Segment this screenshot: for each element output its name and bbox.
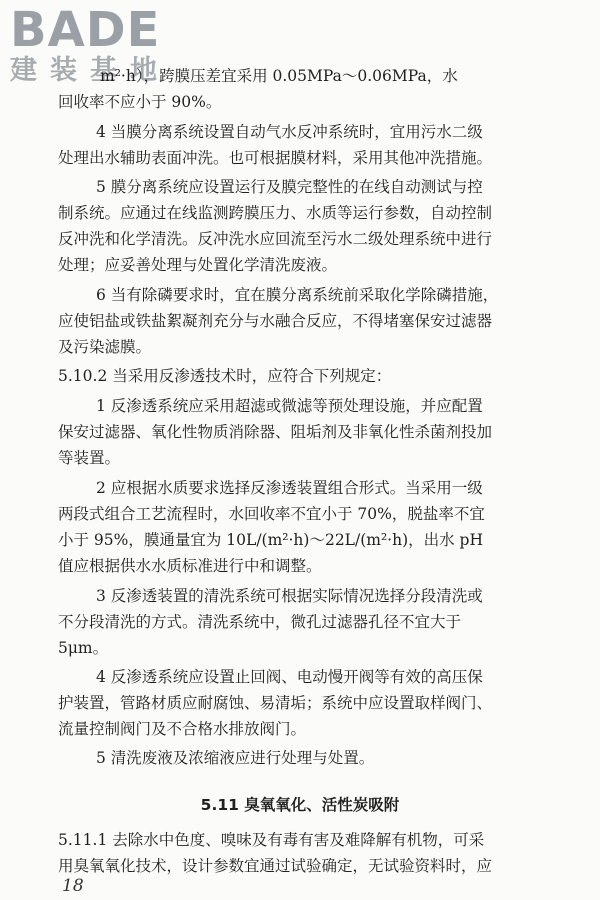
text-line: 2 应根据水质要求选择反渗透装置组合形式。当采用一级 — [96, 479, 483, 497]
text-line: 应使铝盐或铁盐絮凝剂充分与水融合反应，不得堵塞保安过滤器 — [58, 312, 493, 330]
text-line: 反冲洗和化学清洗。反冲洗水应回流至污水二级处理系统中进行 — [58, 230, 493, 248]
text-line: 护装置，管路材质应耐腐蚀、易清垢；系统中应设置取样阀门、 — [58, 694, 493, 712]
text-line: 不分段清洗的方式。清洗系统中，微孔过滤器孔径不宜大于 — [58, 613, 462, 631]
page-number: 18 — [62, 876, 84, 896]
clause-heading: 5.10.2 当采用反渗透技术时，应符合下列规定： — [58, 367, 392, 385]
text-line: 小于 95%，膜通量宜为 10L/(m²·h)～22L/(m²·h)，出水 pH — [58, 531, 483, 549]
section-title: 5.11 臭氧氧化、活性炭吸附 — [200, 796, 400, 814]
text-line: 值应根据供水水质标准进行中和调整。 — [58, 557, 322, 575]
logo-chinese: 建装基地 — [10, 55, 170, 86]
text-line: 4 当膜分离系统设置自动气水反冲系统时，宜用污水二级 — [96, 123, 483, 141]
text-line: 两段式组合工艺流程时，水回收率不宜小于 70%，脱盐率不宜 — [58, 505, 485, 523]
text-line: 4 反渗透系统应设置止回阀、电动慢开阀等有效的高压保 — [96, 668, 483, 686]
text-line: 处理出水辅助表面冲洗。也可根据膜材料，采用其他冲洗措施。 — [58, 149, 493, 167]
text-line: 3 反渗透装置的清洗系统可根据实际情况选择分段清洗或 — [96, 587, 483, 605]
text-line: 1 反渗透系统应采用超滤或微滤等预处理设施，并应配置 — [96, 397, 483, 415]
text-line: 用臭氧氧化技术，设计参数宜通过试验确定，无试验资料时，应 — [58, 857, 493, 875]
text-line: 5 清洗废液及浓缩液应进行处理与处置。 — [96, 749, 375, 767]
text-line: 制系统。应通过在线监测跨膜压力、水质等运行参数，自动控制 — [58, 204, 493, 222]
text-line: 5μm。 — [58, 639, 109, 657]
text-line: 流量控制阀门及不合格水排放阀门。 — [58, 720, 307, 738]
text-line: 5 膜分离系统应设置运行及膜完整性的在线自动测试与控 — [96, 178, 483, 196]
text-line: 6 当有除磷要求时，宜在膜分离系统前采取化学除磷措施， — [96, 286, 499, 304]
text-line: 保安过滤器、氧化性物质消除器、阻垢剂及非氧化性杀菌剂投加 — [58, 423, 493, 441]
text-line: 回收率不应小于 90%。 — [58, 93, 222, 111]
text-line: 及污染滤膜。 — [58, 338, 152, 356]
clause-heading: 5.11.1 去除水中色度、嗅味及有毒有害及难降解有机物，可采 — [58, 831, 485, 849]
text-line: m²·h），跨膜压差宜采用 0.05MPa～0.06MPa，水 — [100, 67, 458, 85]
text-line: 处理；应妥善处理与处置化学清洗废液。 — [58, 256, 338, 274]
text-line: 等装置。 — [58, 449, 121, 467]
logo-wordmark: BADE — [10, 2, 161, 58]
